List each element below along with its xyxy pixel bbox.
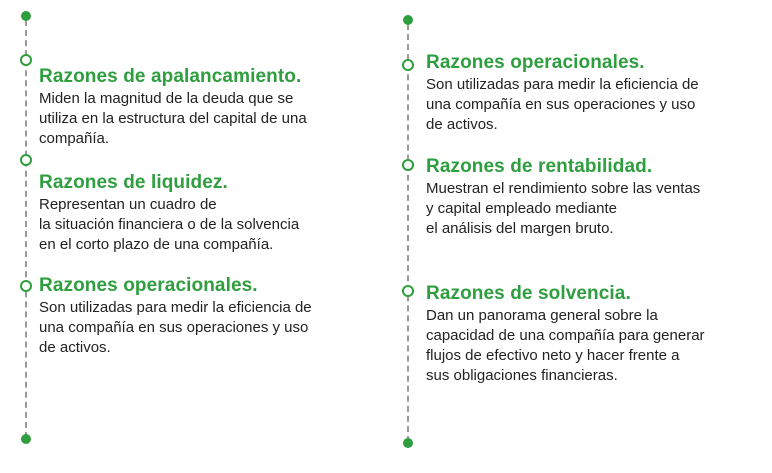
entry-title: Razones operacionales. <box>39 275 258 296</box>
timeline-entry <box>39 65 307 149</box>
timeline-entry <box>39 274 312 358</box>
entry-title: Razones operacionales. <box>426 52 645 73</box>
right-timeline <box>390 0 772 473</box>
left-timeline <box>0 0 380 473</box>
timeline-entry <box>426 282 705 386</box>
timeline-node <box>20 280 32 292</box>
timeline-entry <box>426 51 699 135</box>
entry-title: Razones de apalancamiento. <box>39 66 302 87</box>
timeline-node <box>20 154 32 166</box>
entry-description: Dan un panorama general sobre la capacidad de una compañía para generar flujos de efectivo neto y hacer frente a sus obligaciones financieras. <box>426 307 705 384</box>
entry-description: Son utilizadas para medir la eficiencia de una compañía en sus operaciones y uso de activos. <box>39 299 312 356</box>
entry-title: Razones de rentabilidad. <box>426 156 653 177</box>
entry-title: Razones de liquidez. <box>39 172 228 193</box>
entry-description: Representan un cuadro de la situación financiera o de la solvencia en el corto plazo de una compañía. <box>39 196 300 253</box>
entry-description: Muestran el rendimiento sobre las ventas y capital empleado mediante el análisis del margen bruto. <box>426 180 701 237</box>
timeline-entry <box>39 171 299 255</box>
timeline-node <box>402 285 414 297</box>
timeline-line <box>407 24 409 442</box>
timeline-start-dot <box>403 15 413 25</box>
timeline-line <box>25 20 27 438</box>
timeline-node <box>20 54 32 66</box>
timeline-node <box>402 159 414 171</box>
entry-title: Razones de solvencia. <box>426 283 631 304</box>
timeline-start-dot <box>21 11 31 21</box>
timeline-node <box>402 59 414 71</box>
timeline-entry <box>426 155 700 239</box>
timeline-end-dot <box>403 438 413 448</box>
entry-description: Miden la magnitud de la deuda que se utiliza en la estructura del capital de una compañía. <box>39 90 307 147</box>
timeline-end-dot <box>21 434 31 444</box>
entry-description: Son utilizadas para medir la eficiencia de una compañía en sus operaciones y uso de activos. <box>426 76 699 133</box>
